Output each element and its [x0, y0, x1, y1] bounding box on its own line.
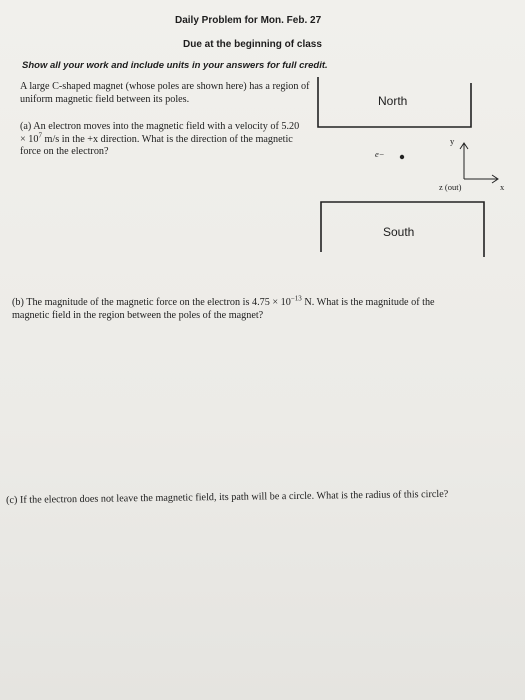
intro-paragraph: A large C-shaped magnet (whose poles are shown here) has a region of uniform magnetic field between its poles. — [20, 81, 310, 105]
due-note: Due at the beginning of class — [183, 39, 322, 50]
south-pole-label: South — [383, 225, 415, 239]
page-title: Daily Problem for Mon. Feb. 27 — [175, 15, 322, 26]
question-a-text-end: m/s in the +x direction. What is the direction of the magnetic force on the electron? — [20, 133, 293, 157]
y-axis-label: y — [450, 136, 455, 146]
question-a-exponent: 7 — [38, 131, 42, 140]
electron-label: e− — [375, 149, 385, 159]
question-b-text: (b) The magnitude of the magnetic force on the electron is 4.75 × 10 — [12, 297, 291, 308]
z-axis-label: z (out) — [439, 182, 462, 192]
question-a-text: (a) An electron moves into the magnetic field with a velocity of 5.20 × 10 — [20, 121, 300, 145]
x-axis-label: x — [500, 182, 505, 192]
electron-dot — [400, 155, 404, 159]
question-b-exponent: −13 — [290, 294, 302, 303]
instructions: Show all your work and include units in your answers for full credit. — [22, 60, 328, 71]
question-c: (c) If the electron does not leave the magnetic field, its path will be a circle. What is the radius of this circle? — [6, 488, 449, 506]
question-b-text-end: N. What is the magnitude of the magnetic field in the region between the poles of the magnet? — [12, 297, 435, 321]
north-pole-label: North — [378, 94, 408, 108]
